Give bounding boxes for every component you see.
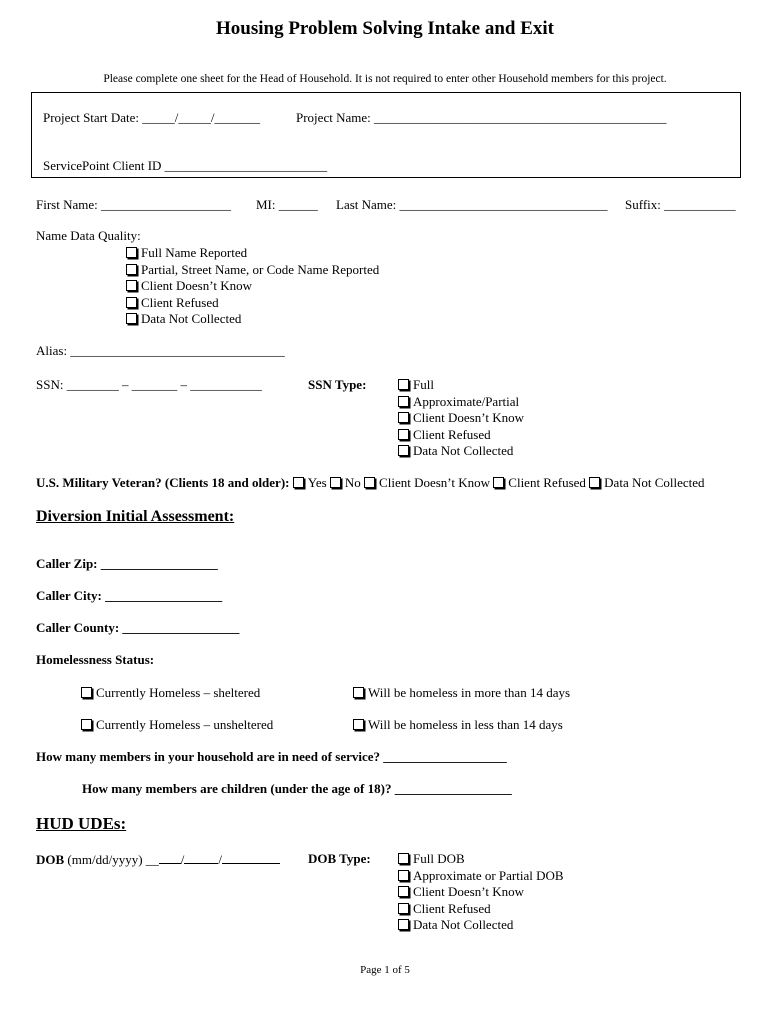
ssn-field[interactable]: SSN: ________ – _______ – ___________ xyxy=(36,377,262,392)
checkbox-option[interactable]: Client Refused xyxy=(398,427,524,444)
checkbox-option[interactable]: Approximate/Partial xyxy=(398,394,524,411)
caller-zip-field[interactable]: Caller Zip: __________________ xyxy=(36,556,218,571)
project-name-field[interactable]: Project Name: _____________________________________________ xyxy=(296,110,667,125)
checkbox-icon[interactable] xyxy=(398,919,409,930)
veteran-label: U.S. Military Veteran? (Clients 18 and older): xyxy=(36,475,290,490)
ssn-type-label: SSN Type: xyxy=(308,377,367,392)
checkbox-icon[interactable] xyxy=(493,477,504,488)
checkbox-icon[interactable] xyxy=(126,247,137,258)
checkbox-option[interactable]: Client Refused xyxy=(493,475,586,490)
homelessness-status-label: Homelessness Status: xyxy=(36,652,155,667)
name-quality-options xyxy=(126,245,379,328)
checkbox-option[interactable]: Approximate or Partial DOB xyxy=(398,868,564,885)
checkbox-icon[interactable] xyxy=(398,396,409,407)
checkbox-icon[interactable] xyxy=(126,280,137,291)
checkbox-icon[interactable] xyxy=(353,719,364,730)
hud-heading: HUD UDEs: xyxy=(36,814,127,833)
checkbox-option[interactable]: Will be homeless in less than 14 days xyxy=(353,717,563,733)
checkbox-icon[interactable] xyxy=(398,870,409,881)
diversion-heading: Diversion Initial Assessment: xyxy=(36,508,235,525)
checkbox-option[interactable]: Data Not Collected xyxy=(398,917,564,934)
checkbox-option[interactable]: Client Refused xyxy=(398,901,564,918)
checkbox-icon[interactable] xyxy=(398,853,409,864)
caller-county-field[interactable]: Caller County: __________________ xyxy=(36,620,240,635)
checkbox-icon[interactable] xyxy=(81,687,92,698)
mi-field[interactable]: MI: ______ xyxy=(256,197,318,212)
checkbox-option[interactable]: Full Name Reported xyxy=(126,245,379,262)
project-start-date-field[interactable]: Project Start Date: _____/_____/_______ xyxy=(43,110,261,125)
client-id-field[interactable]: ServicePoint Client ID _________________________ xyxy=(43,158,328,173)
checkbox-option[interactable]: Partial, Street Name, or Code Name Reported xyxy=(126,262,379,279)
page-number: Page 1 of 5 xyxy=(360,964,410,976)
alias-field[interactable]: Alias: _________________________________ xyxy=(36,343,285,358)
first-name-field[interactable]: First Name: ____________________ xyxy=(36,197,231,212)
checkbox-option[interactable]: Will be homeless in more than 14 days xyxy=(353,685,570,701)
checkbox-option[interactable]: Data Not Collected xyxy=(126,311,379,328)
checkbox-icon[interactable] xyxy=(81,719,92,730)
checkbox-icon[interactable] xyxy=(398,412,409,423)
dob-label: DOB xyxy=(36,852,65,867)
checkbox-option[interactable]: Yes xyxy=(293,475,327,490)
last-name-field[interactable]: Last Name: ________________________________ xyxy=(336,197,608,212)
checkbox-icon[interactable] xyxy=(353,687,364,698)
checkbox-icon[interactable] xyxy=(398,903,409,914)
checkbox-icon[interactable] xyxy=(398,379,409,390)
checkbox-option[interactable]: Client Refused xyxy=(126,295,379,312)
dob-type-options xyxy=(398,851,564,934)
veteran-row xyxy=(36,475,705,491)
dob-blank[interactable]: __ / / xyxy=(146,852,280,867)
suffix-field[interactable]: Suffix: ___________ xyxy=(625,197,736,212)
checkbox-icon[interactable] xyxy=(126,264,137,275)
checkbox-icon[interactable] xyxy=(126,297,137,308)
checkbox-icon[interactable] xyxy=(398,445,409,456)
checkbox-option[interactable]: Client Doesn’t Know xyxy=(398,410,524,427)
instructions-text: Please complete one sheet for the Head of Household. It is not required to enter other Household members for this project. xyxy=(103,73,667,85)
household-children-field[interactable]: How many members are children (under the age of 18)? __________________ xyxy=(82,781,512,796)
checkbox-icon[interactable] xyxy=(293,477,304,488)
checkbox-icon[interactable] xyxy=(364,477,375,488)
checkbox-icon[interactable] xyxy=(589,477,600,488)
caller-city-field[interactable]: Caller City: __________________ xyxy=(36,588,223,603)
checkbox-option[interactable]: Client Doesn’t Know xyxy=(126,278,379,295)
page-title: Housing Problem Solving Intake and Exit xyxy=(215,18,555,39)
checkbox-icon[interactable] xyxy=(398,886,409,897)
dob-type-label: DOB Type: xyxy=(308,851,371,866)
dob-field[interactable] xyxy=(36,851,280,868)
checkbox-icon[interactable] xyxy=(126,313,137,324)
dob-format: (mm/dd/yyyy) xyxy=(67,852,143,867)
ssn-type-options xyxy=(398,377,524,460)
name-quality-label: Name Data Quality: xyxy=(36,228,141,243)
checkbox-option[interactable]: Data Not Collected xyxy=(398,443,524,460)
checkbox-option[interactable]: Currently Homeless – sheltered xyxy=(81,685,260,701)
checkbox-option[interactable]: Full xyxy=(398,377,524,394)
checkbox-option[interactable]: No xyxy=(330,475,361,490)
checkbox-option[interactable]: Data Not Collected xyxy=(589,475,704,490)
checkbox-icon[interactable] xyxy=(398,429,409,440)
checkbox-option[interactable]: Client Doesn’t Know xyxy=(398,884,564,901)
checkbox-option[interactable]: Full DOB xyxy=(398,851,564,868)
checkbox-icon[interactable] xyxy=(330,477,341,488)
checkbox-option[interactable]: Currently Homeless – unsheltered xyxy=(81,717,273,733)
household-members-field[interactable]: How many members in your household are in need of service? ___________________ xyxy=(36,749,507,764)
checkbox-option[interactable]: Client Doesn’t Know xyxy=(364,475,490,490)
